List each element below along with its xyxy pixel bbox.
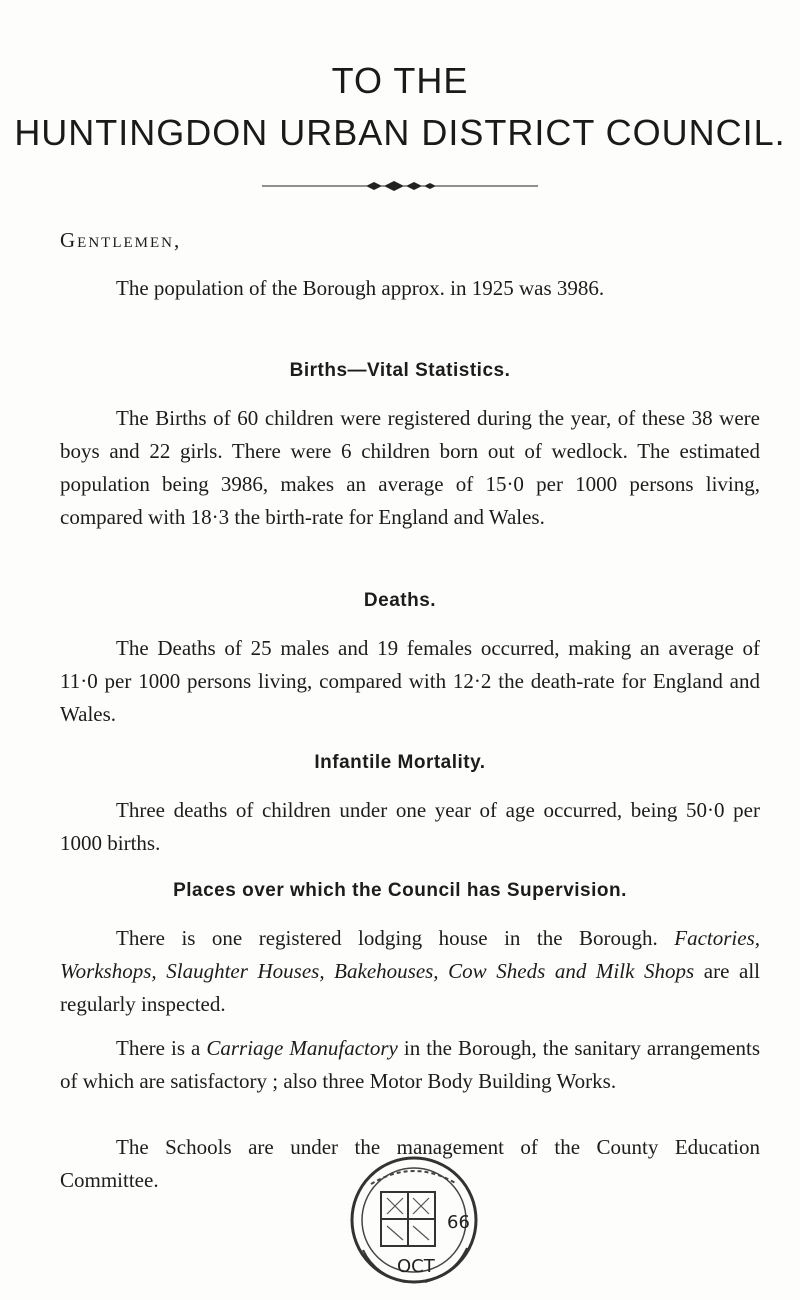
library-stamp-seal <box>345 1150 483 1290</box>
births-paragraph: The Births of 60 children were registered during the year, of these 38 were boys and 22 girls. There were 6 children born out of wedlock. The estimated population being 3986, makes an average of 15·0 per 1000 persons living, compared with 18·3 the birth-rate for England and Wales. <box>60 406 760 529</box>
places-paragraph-2 <box>60 1032 760 1098</box>
header-council-title: HUNTINGDON URBAN DISTRICT COUNCIL. <box>14 112 786 153</box>
schools-paragraph: The Schools are under the management of the County Education Committee. <box>60 1135 760 1192</box>
population-paragraph: The population of the Borough approx. in 1925 was 3986. <box>116 276 605 300</box>
places-p2-tail: in the Borough, the sanitary arrangements of which are satisfactory ; also three Motor Body Building Works. <box>60 1036 761 1093</box>
places-heading: Places over which the Council has Supervision. <box>173 880 627 901</box>
stamp-month-fragment: OCT <box>397 1256 435 1277</box>
places-p1-tail: are all regularly inspected. <box>60 959 760 1016</box>
deaths-heading: Deaths. <box>363 590 437 611</box>
salutation: Gentlemen, <box>60 228 182 252</box>
places-paragraph-1 <box>60 922 760 1021</box>
places-p1-lead: There is one registered lodging house in the Borough. <box>116 926 658 950</box>
infantile-mortality-heading: Infantile Mortality. <box>314 752 486 773</box>
header-line-1: TO THE <box>331 60 469 101</box>
places-p2-lead: There is a <box>116 1036 201 1060</box>
places-p2-italic: Carriage Manufactory <box>206 1036 398 1060</box>
ornamental-rule <box>262 178 538 194</box>
infantile-mortality-paragraph: Three deaths of children under one year of age occurred, being 50·0 per 1000 births. <box>60 798 760 855</box>
deaths-paragraph: The Deaths of 25 males and 19 females occurred, making an average of 11·0 per 1000 persons living, compared with 12·2 the death-rate for England and Wales. <box>60 636 760 726</box>
stamp-year-fragment: 66 <box>447 1212 470 1233</box>
births-heading: Births—Vital Statistics. <box>289 360 511 381</box>
places-p1-italic: Factories, Workshops, Slaughter Houses, Bakehouses, Cow Sheds and Milk Shops <box>60 926 761 983</box>
